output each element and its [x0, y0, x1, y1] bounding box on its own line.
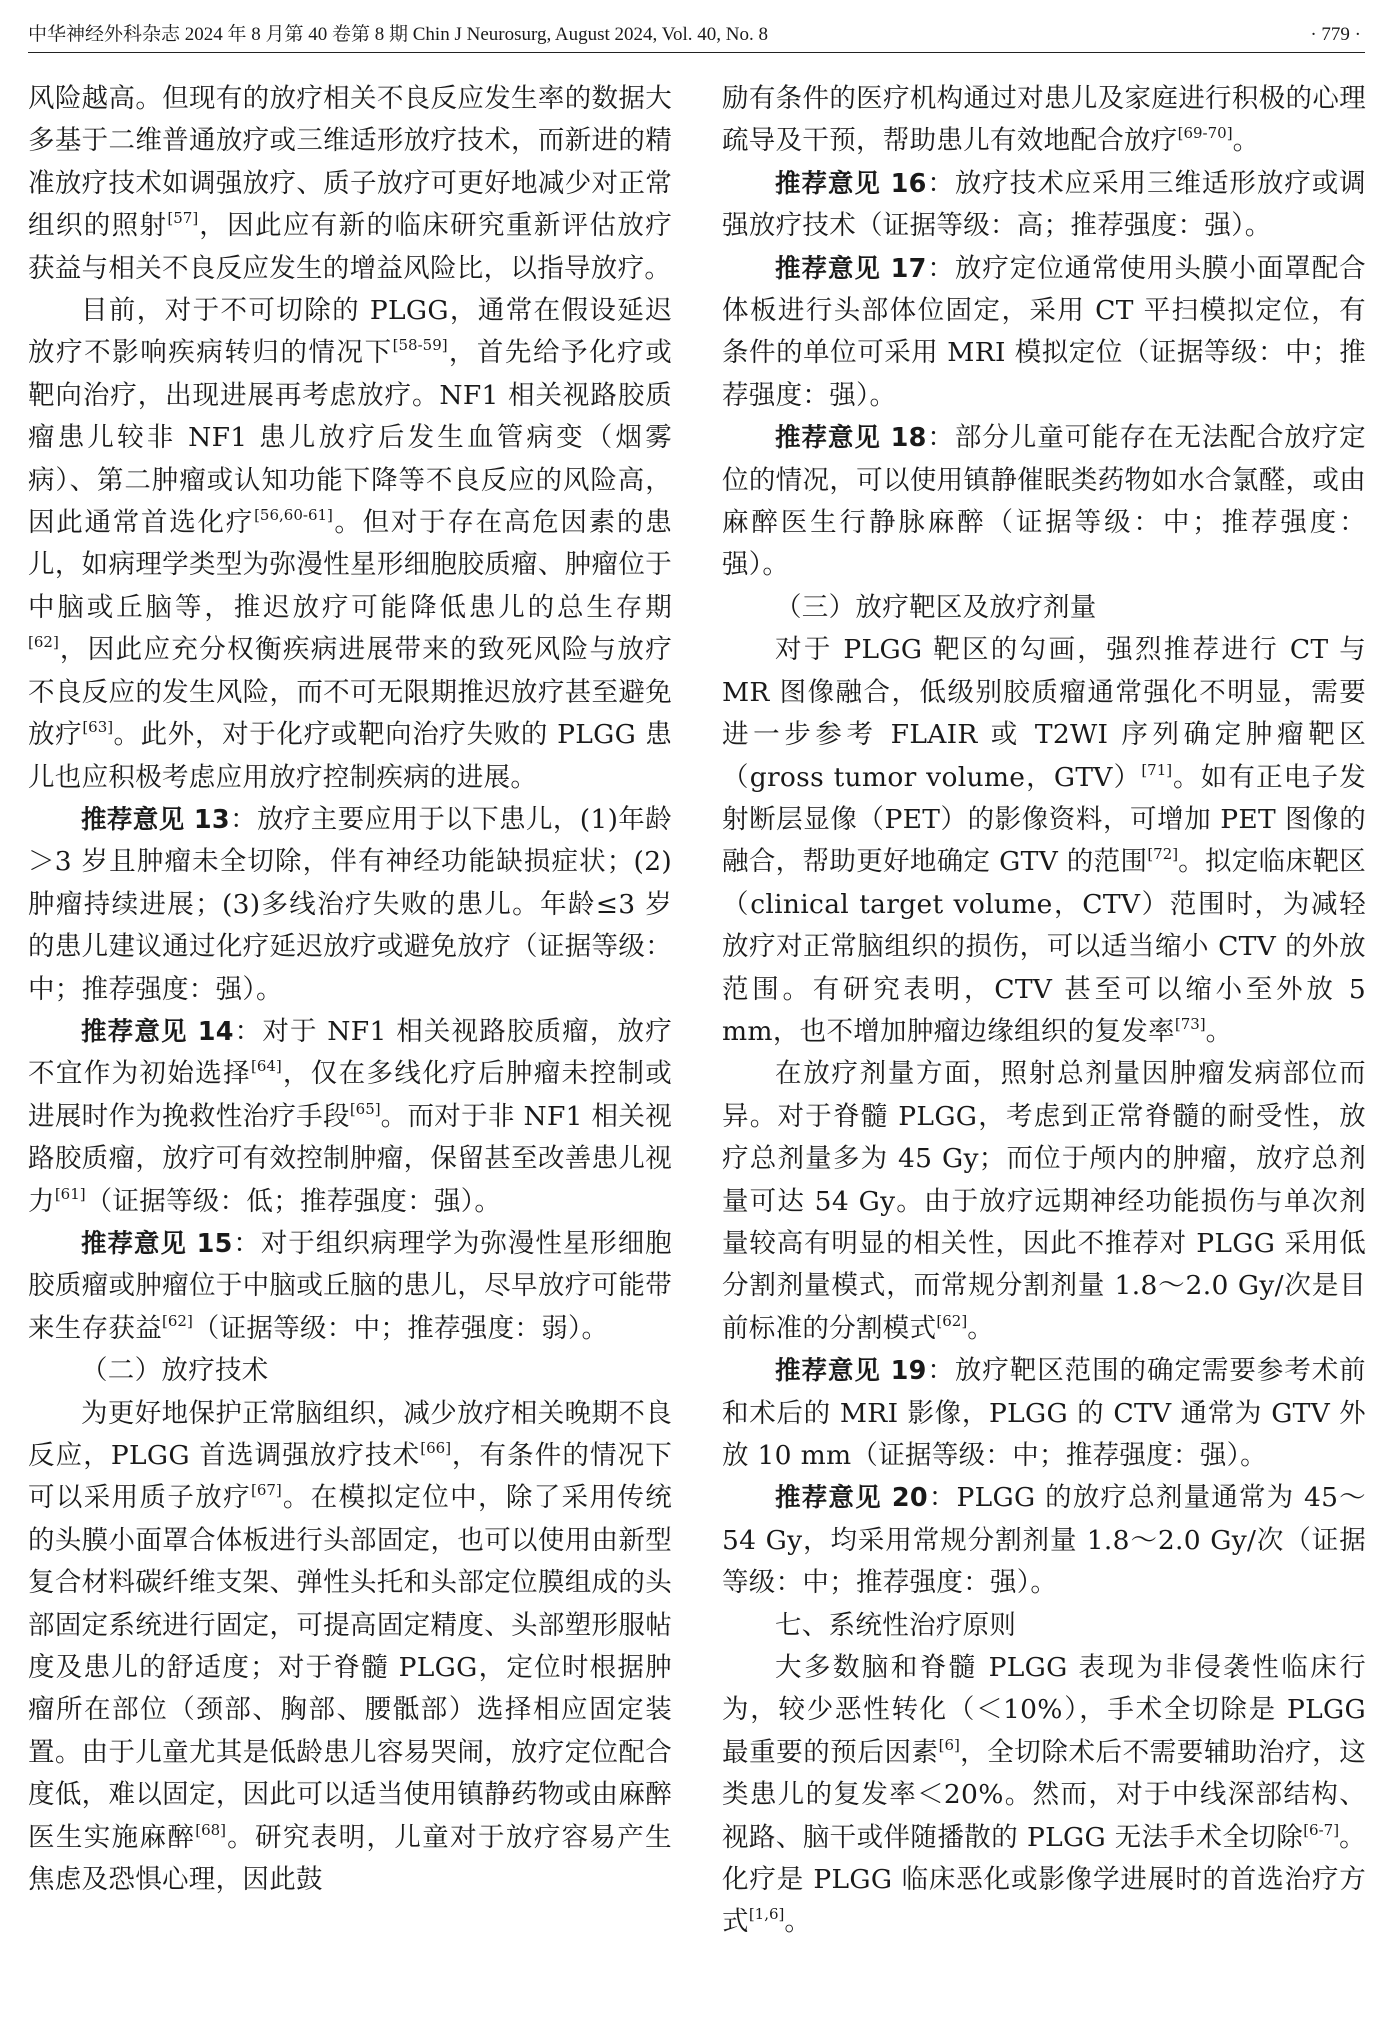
- section-heading: （二）放疗技术: [81, 1355, 269, 1387]
- recommendation-18: 推荐意见 18：部分儿童可能存在无法配合放疗定位的情况，可以使用镇静催眠类药物如水合氯醛，或由麻醉医生行静脉麻醉（证据等级：中；推荐强度：强）。: [722, 422, 1366, 581]
- recommendation-label: 推荐意见 14: [81, 1016, 234, 1047]
- recommendation-label: 推荐意见 13: [81, 804, 230, 835]
- running-header: [28, 18, 1365, 53]
- citation: [64]: [250, 1057, 282, 1076]
- paragraph: 目前，对于不可切除的 PLGG，通常在假设延迟放疗不影响疾病转归的情况下[58-59]，首先给予化疗或靶向治疗，出现进展再考虑放疗。NF1 相关视路胶质瘤患儿较非 NF1 患儿放疗后发生血管病变（烟雾病）、第二肿瘤或认知功能下降等不良反应的风险高，因此通常首选化疗[56,60-61]。但对于存在高危因素的患儿，如病理学类型为弥漫性星形细胞胶质瘤、肿瘤位于中脑或丘脑等，推迟放疗可能降低患儿的总生存期[62]，因此应充分权衡疾病进展带来的致死风险与放疗不良反应的发生风险，而不可无限期推迟放疗甚至避免放疗[63]。此外，对于化疗或靶向治疗失败的 PLGG 患儿也应积极考虑应用放疗控制疾病的进展。: [28, 295, 672, 793]
- recommendation-label: 推荐意见 20: [775, 1483, 928, 1514]
- recommendation-label: 推荐意见 18: [775, 423, 927, 454]
- paragraph: 风险越高。但现有的放疗相关不良反应发生率的数据大多基于二维普通放疗或三维适形放疗技术，而新进的精准放疗技术如调强放疗、质子放疗可更好地减少对正常组织的照射[57]，因此应有新的临床研究重新评估放疗获益与相关不良反应发生的增益风险比，以指导放疗。: [28, 83, 673, 284]
- recommendation-20: 推荐意见 20：PLGG 的放疗总剂量通常为 45～54 Gy，均采用常规分割剂量 1.8～2.0 Gy/次（证据等级：中；推荐强度：强）。: [722, 1482, 1366, 1599]
- paragraph: 在放疗剂量方面，照射总剂量因肿瘤发病部位而异。对于脊髓 PLGG，考虑到正常脊髓的耐受性，放疗总剂量多为 45 Gy；而位于颅内的肿瘤，放疗总剂量可达 54 Gy。由于放疗远期神经功能损伤与单次剂量较高有明显的相关性，因此不推荐对 PLGG 采用低分割剂量模式，而常规分割剂量 1.8～2.0 Gy/次是目前标准的分割模式[62]。: [722, 1058, 1366, 1344]
- page-number: · 779 ·: [1310, 24, 1361, 45]
- citation: [72]: [1147, 845, 1179, 864]
- citation: [69-70]: [1177, 124, 1233, 143]
- left-column: [28, 78, 672, 1901]
- citation: [63]: [82, 717, 114, 736]
- recommendation-16: 推荐意见 16：放疗技术应采用三维适形放疗或调强放疗技术（证据等级：高；推荐强度：强）。: [722, 167, 1366, 242]
- citation: [65]: [349, 1099, 381, 1118]
- paragraph: 为更好地保护正常脑组织，减少放疗相关晚期不良反应，PLGG 首选调强放疗技术[66]，有条件的情况下可以采用质子放疗[67]。在模拟定位中，除了采用传统的头膜小面罩合体板进行头部固定，也可以使用由新型复合材料碳纤维支架、弹性头托和头部定位膜组成的头部固定系统进行固定，可提高固定精度、头部塑形服帖度及患儿的舒适度；对于脊髓 PLGG，定位时根据肿瘤所在部位（颈部、胸部、腰骶部）选择相应固定装置。由于儿童尤其是低龄患儿容易哭闹，放疗定位配合度低，难以固定，因此可以适当使用镇静药物或由麻醉医生实施麻醉[68]。研究表明，儿童对于放疗容易产生焦虑及恐惧心理，因此鼓: [28, 1397, 672, 1896]
- recommendation-15: 推荐意见 15：对于组织病理学为弥漫性星形细胞胶质瘤或肿瘤位于中脑或丘脑的患儿，尽早放疗可能带来生存获益[62]（证据等级：中；推荐强度：弱）。: [28, 1227, 672, 1344]
- citation: [67]: [250, 1481, 282, 1500]
- section-heading: 七、系统性治疗原则: [775, 1609, 1017, 1641]
- citation: [62]: [28, 633, 59, 652]
- section-heading: （三）放疗靶区及放疗剂量: [775, 591, 1097, 623]
- citation: [58-59]: [392, 336, 448, 355]
- paragraph: 对于 PLGG 靶区的勾画，强烈推荐进行 CT 与 MR 图像融合，低级别胶质瘤通常强化不明显，需要进一步参考 FLAIR 或 T2WI 序列确定肿瘤靶区（gross tumor volume，GTV）[71]。如有正电子发射断层显像（PET）的影像资料，可增加 PET 图像的融合，帮助更好地确定 GTV 的范围[72]。拟定临床靶区（clinical target volume，CTV）范围时，为减轻放疗对正常脑组织的损伤，可以适当缩小 CTV 的外放范围。有研究表明，CTV 甚至可以缩小至外放 5 mm，也不增加肿瘤边缘组织的复发率[73]。: [722, 634, 1366, 1047]
- citation: [6-7]: [1303, 1820, 1340, 1839]
- recommendation-label: 推荐意见 17: [775, 253, 927, 284]
- citation: [1,6]: [748, 1905, 785, 1924]
- citation: [66]: [420, 1438, 452, 1457]
- citation: [56,60-61]: [254, 505, 333, 524]
- recommendation-17: 推荐意见 17：放疗定位通常使用头膜小面罩配合体板进行头部体位固定，采用 CT 平扫模拟定位，有条件的单位可采用 MRI 模拟定位（证据等级：中；推荐强度：强）。: [722, 252, 1366, 411]
- paragraph: 励有条件的医疗机构通过对患儿及家庭进行积极的心理疏导及干预，帮助患儿有效地配合放疗[69-70]。: [722, 83, 1366, 157]
- recommendation-13: 推荐意见 13：放疗主要应用于以下患儿，(1)年龄＞3 岁且肿瘤未全切除，伴有神经功能缺损症状；(2)肿瘤持续进展；(3)多线治疗失败的患儿。年龄≤3 岁的患儿建议通过化疗延迟放疗或避免放疗（证据等级：中；推荐强度：强）。: [28, 803, 673, 1005]
- citation: [62]: [162, 1311, 193, 1330]
- recommendation-label: 推荐意见 19: [775, 1356, 927, 1387]
- citation: [68]: [195, 1820, 227, 1839]
- recommendation-label: 推荐意见 16: [775, 168, 927, 199]
- citation: [62]: [936, 1311, 968, 1330]
- recommendation-19: 推荐意见 19：放疗靶区范围的确定需要参考术前和术后的 MRI 影像，PLGG 的 CTV 通常为 GTV 外放 10 mm（证据等级：中；推荐强度：强）。: [722, 1355, 1366, 1471]
- citation: [61]: [54, 1184, 86, 1203]
- citation: [57]: [167, 208, 199, 227]
- recommendation-label: 推荐意见 15: [81, 1228, 233, 1259]
- recommendation-14: 推荐意见 14：对于 NF1 相关视路胶质瘤，放疗不宜作为初始选择[64]，仅在多线化疗后肿瘤未控制或进展时作为挽救性治疗手段[65]。而对于非 NF1 相关视路胶质瘤，放疗可有效控制肿瘤，保留甚至改善患儿视力[61]（证据等级：低；推荐强度：强）。: [28, 1015, 673, 1217]
- citation: [6]: [938, 1735, 960, 1754]
- paragraph: 大多数脑和脊髓 PLGG 表现为非侵袭性临床行为，较少恶性转化（＜10%），手术全切除是 PLGG 最重要的预后因素[6]，全切除术后不需要辅助治疗，这类患儿的复发率＜20%。然而，对于中线深部结构、视路、脑干或伴随播散的 PLGG 无法手术全切除[6-7]。化疗是 PLGG 临床恶化或影像学进展时的首选治疗方式[1,6]。: [722, 1652, 1366, 1938]
- citation: [71]: [1141, 760, 1173, 779]
- right-column: [722, 78, 1366, 1944]
- citation: [73]: [1174, 1014, 1206, 1033]
- journal-citation: 中华神经外科杂志 2024 年 8 月第 40 卷第 8 期 Chin J Neurosurg, August 2024, Vol. 40, No. 8: [28, 24, 768, 45]
